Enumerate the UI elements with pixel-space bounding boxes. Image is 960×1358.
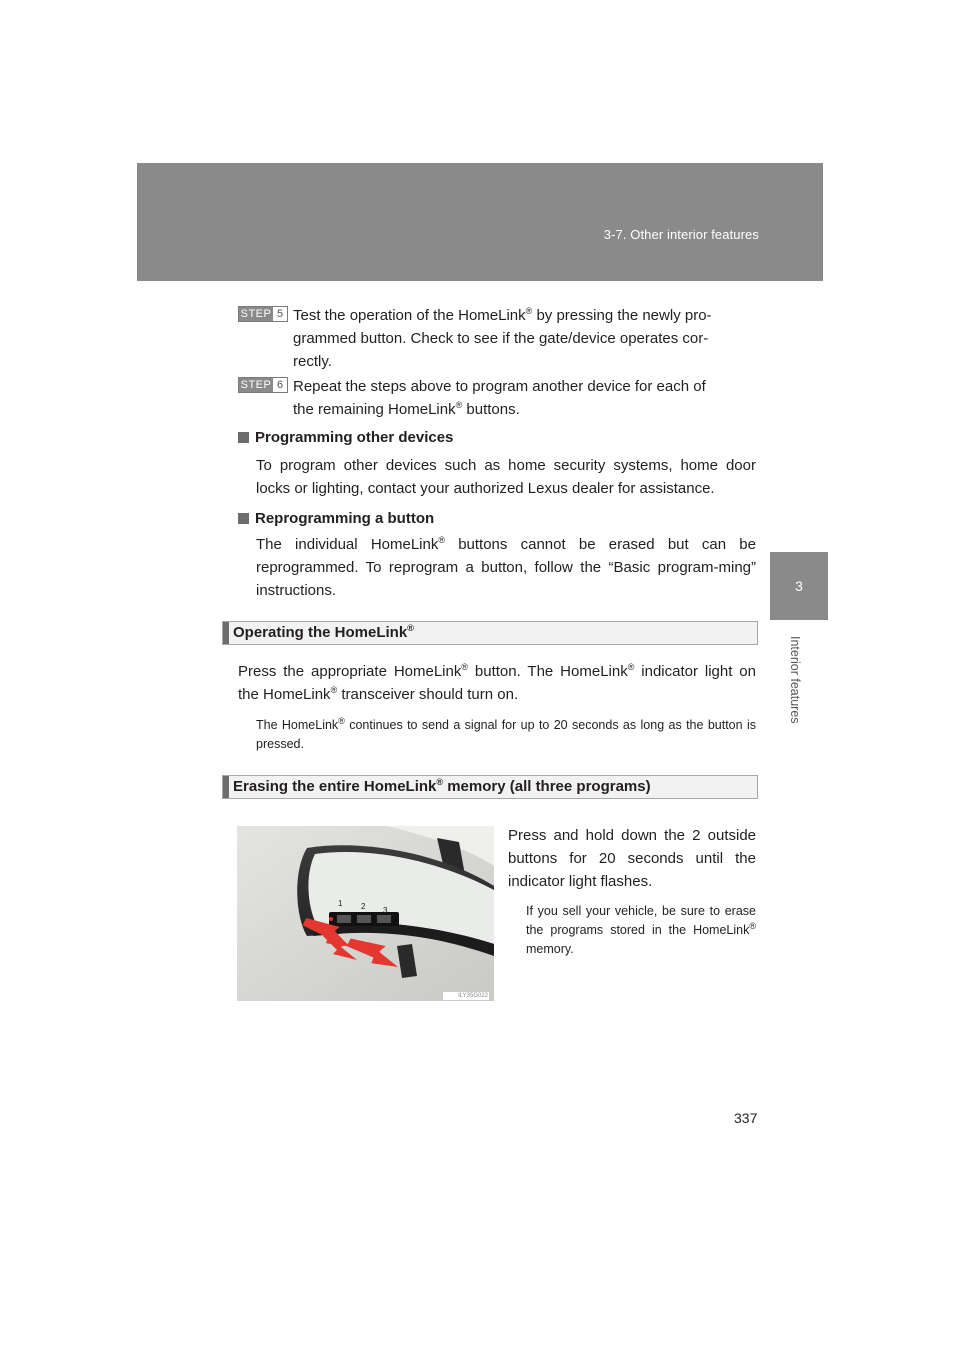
square-bullet-icon [238,432,249,443]
reprogramming-text: The individual HomeLink® buttons cannot be erased but can be reprogrammed. To reprogram a button, follow the “Basic program-ming” instructions. [256,535,756,599]
programming-other-heading: Programming other devices [238,429,453,446]
button-label-3: 3 [383,906,388,915]
page-number: 337 [734,1110,758,1126]
button-label-1: 1 [338,899,343,908]
erasing-note: If you sell your vehicle, be sure to erase the programs stored in the HomeLink® memory. [526,904,756,956]
chapter-label: Interior features [788,636,802,724]
chapter-tab [770,552,828,620]
step-text: Test the operation of the HomeLink® by pressing the newly pro- grammed button. Check to see if the gate/device operates cor- rectly. [293,306,712,370]
square-bullet-icon [238,513,249,524]
erasing-title: Erasing the entire HomeLink® memory (all three programs) [233,777,651,795]
erasing-text: Press and hold down the 2 outside buttons for 20 seconds until the indicator light flashes. [508,827,756,890]
erasing-section-header [222,775,758,799]
section-title-header: 3-7. Other interior features [603,227,759,242]
step-6 [238,375,756,421]
header-band [137,163,823,281]
step-badge: STEP 5 [238,306,288,322]
button-label-2: 2 [361,902,366,911]
operating-text: Press the appropriate HomeLink® button. The HomeLink® indicator light on the HomeLink® transceiver should turn on. [238,662,756,703]
reprogramming-heading: Reprogramming a button [238,510,434,527]
figure-code: ILY35G022 [458,993,488,999]
step-text: Repeat the steps above to program another device for each of the remaining HomeLink® buttons. [293,378,706,418]
chapter-number: 3 [795,578,803,594]
step-badge: STEP 6 [238,377,288,393]
step-5 [238,304,756,373]
operating-note: The HomeLink® continues to send a signal for up to 20 seconds as long as the button is pressed. [256,715,756,751]
operating-title: Operating the HomeLink® [233,623,414,641]
rearview-mirror-figure [237,826,494,1001]
operating-section-header [222,621,758,645]
programming-other-text: To program other devices such as home security systems, home door locks or lighting, contact your authorized Lexus dealer for assistance. [256,457,756,497]
mirror-illustration [237,826,494,1001]
